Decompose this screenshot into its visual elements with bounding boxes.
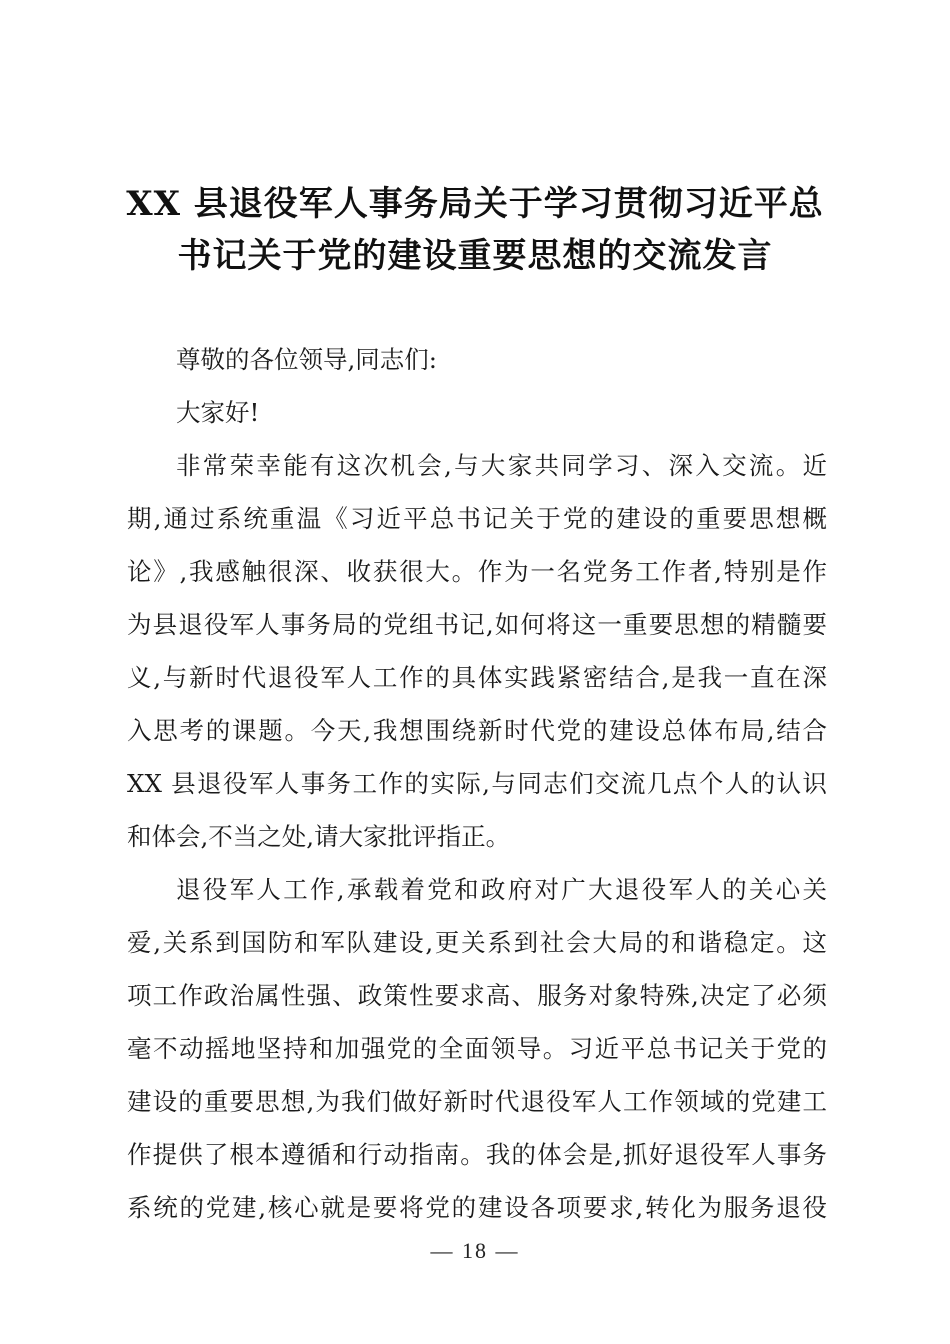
- paragraph-line: 系统的党建,核心就是要将党的建设各项要求,转化为服务退役: [127, 1193, 827, 1222]
- paragraph-line: 退役军人工作,承载着党和政府对广大退役军人的关心关: [176, 875, 827, 904]
- title-line-1: XX 县退役军人事务局关于学习贯彻习近平总: [126, 184, 824, 224]
- paragraph-1: [127, 439, 827, 863]
- paragraph-line: 作提供了根本遵循和行动指南。我的体会是,抓好退役军人事务: [127, 1140, 827, 1169]
- paragraph-line: 和体会,不当之处,请大家批评指正。: [127, 822, 511, 851]
- paragraph-line: 爱,关系到国防和军队建设,更关系到社会大局的和谐稳定。这: [127, 928, 827, 957]
- paragraph-line: 期,通过系统重温《习近平总书记关于党的建设的重要思想概: [127, 504, 827, 533]
- paragraph-line: 毫不动摇地坚持和加强党的全面领导。习近平总书记关于党的: [127, 1034, 827, 1063]
- paragraph-line: 非常荣幸能有这次机会,与大家共同学习、深入交流。近: [176, 451, 827, 480]
- paragraph-line: 义,与新时代退役军人工作的具体实践紧密结合,是我一直在深: [127, 663, 827, 692]
- paragraph-line: 为县退役军人事务局的党组书记,如何将这一重要思想的精髓要: [127, 610, 827, 639]
- paragraph-line: 论》,我感触很深、收获很大。作为一名党务工作者,特别是作: [127, 557, 827, 586]
- page-number: — 18 —: [430, 1238, 520, 1263]
- document-title: [120, 178, 830, 282]
- greeting: 大家好!: [176, 398, 260, 427]
- paragraph-2: [127, 863, 827, 1234]
- paragraph-line: 建设的重要思想,为我们做好新时代退役军人工作领域的党建工: [127, 1087, 827, 1116]
- salutation: 尊敬的各位领导,同志们:: [176, 345, 438, 374]
- title-line-2: 书记关于党的建设重要思想的交流发言: [177, 236, 773, 276]
- paragraph-line: XX 县退役军人事务工作的实际,与同志们交流几点个人的认识: [127, 769, 827, 798]
- paragraph-line: 项工作政治属性强、政策性要求高、服务对象特殊,决定了必须: [127, 981, 827, 1010]
- paragraph-line: 入思考的课题。今天,我想围绕新时代党的建设总体布局,结合: [127, 716, 827, 745]
- document-body: [127, 333, 827, 1234]
